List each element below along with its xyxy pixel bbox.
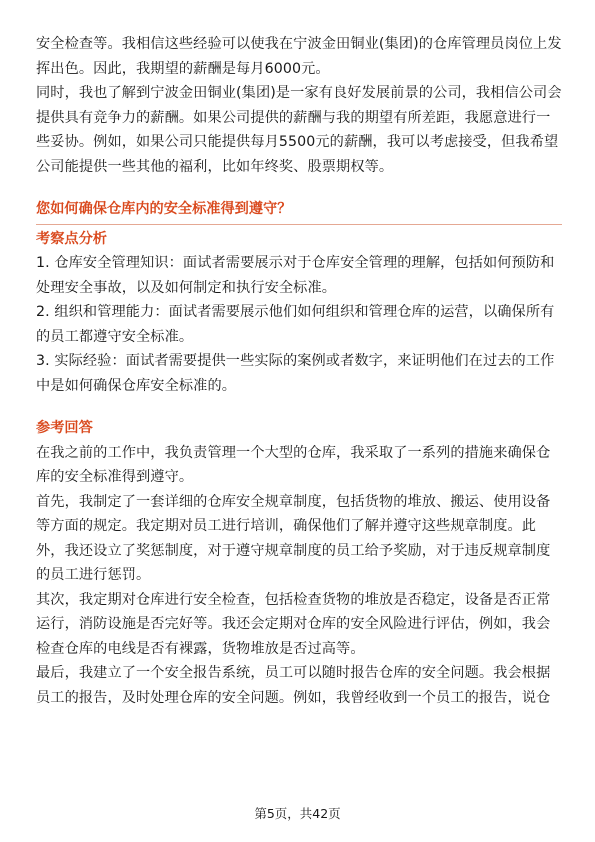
page-content [36,32,562,710]
reference-paragraph-2: 首先，我制定了一套详细的仓库安全规章制度，包括货物的堆放、搬运、使用设备等方面的规定。我定期对员工进行培训，确保他们了解并遵守这些规章制度。此外，我还设立了奖惩制度，对于遵守规章制度的员工给予奖励，对于违反规章制度的员工进行惩罚。 [36,493,551,583]
analysis-point-1: 1. 仓库安全管理知识：面试者需要展示对于仓库安全管理的理解，包括如何预防和处理安全事故，以及如何制定和执行安全标准。 [36,255,555,296]
analysis-point-2: 2. 组织和管理能力：面试者需要展示他们如何组织和管理仓库的运营，以确保所有的员工都遵守安全标准。 [36,304,555,345]
question-divider [36,224,562,225]
section-spacer [36,179,562,197]
page-number: 第5页，共42页 [254,806,341,821]
analysis-point-3: 3. 实际经验：面试者需要提供一些实际的案例或者数字，来证明他们在过去的工作中是如何确保仓库安全标准的。 [36,353,555,394]
intro-paragraph-1: 安全检查等。我相信这些经验可以使我在宁波金田铜业(集团)的仓库管理员岗位上发挥出色。因此，我期望的薪酬是每月6000元。 [36,36,562,77]
reference-paragraph-4: 最后，我建立了一个安全报告系统，员工可以随时报告仓库的安全问题。我会根据员工的报告，及时处理仓库的安全问题。例如，我曾经收到一个员工的报告，说仓 [36,665,551,706]
intro-paragraph-2: 同时，我也了解到宁波金田铜业(集团)是一家有良好发展前景的公司，我相信公司会提供具有竞争力的薪酬。如果公司提供的薪酬与我的期望有所差距，我愿意进行一些妥协。例如，如果公司只能提供每月5500元的薪酬，我可以考虑接受，但我希望公司能提供一些其他的福利，比如年终奖、股票期权等。 [36,85,562,175]
reference-heading: 参考回答 [36,420,93,436]
question-heading: 您如何确保仓库内的安全标准得到遵守？ [36,201,292,217]
reference-paragraph-3: 其次，我定期对仓库进行安全检查，包括检查货物的堆放是否稳定，设备是否正常运行，消防设施是否完好等。我还会定期对仓库的安全风险进行评估，例如，我会检查仓库的电线是否有裸露，货物堆放是否过高等。 [36,591,551,657]
analysis-heading: 考察点分析 [36,230,107,247]
reference-paragraph-1: 在我之前的工作中，我负责管理一个大型的仓库，我采取了一系列的措施来确保仓库的安全标准得到遵守。 [36,444,551,485]
section-spacer [36,398,562,416]
